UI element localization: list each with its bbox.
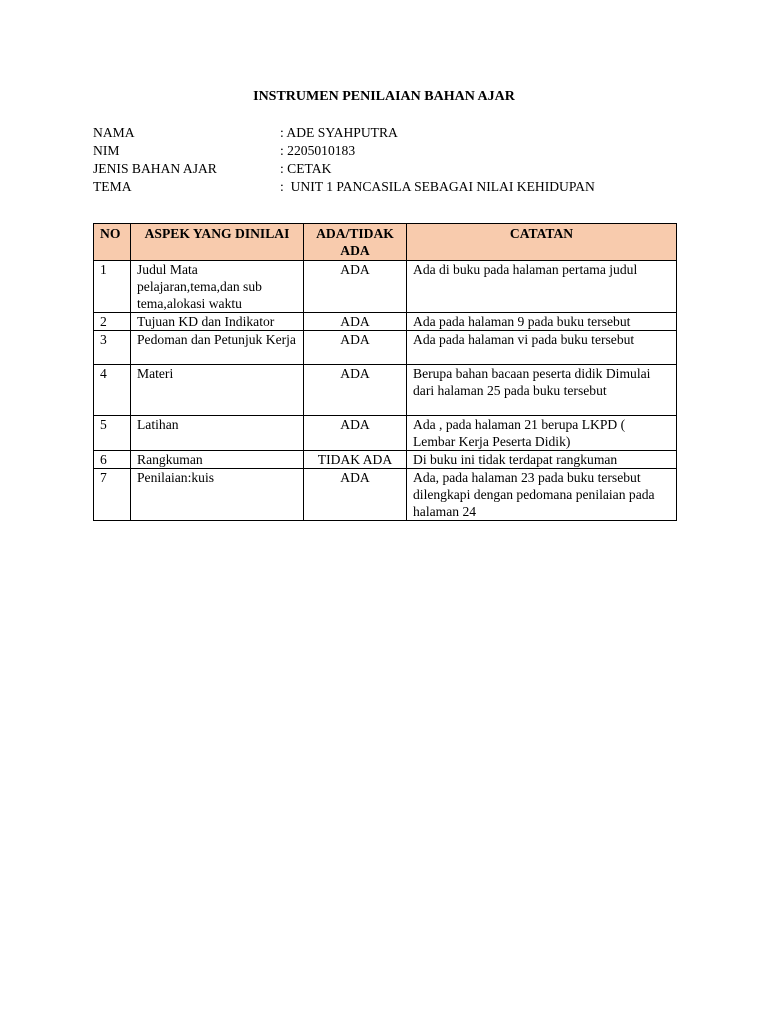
cell-no: 2 xyxy=(94,313,131,331)
cell-catatan: Ada pada halaman 9 pada buku tersebut xyxy=(407,313,677,331)
meta-label: JENIS BAHAN AJAR xyxy=(93,161,217,176)
cell-no: 7 xyxy=(94,469,131,521)
cell-no: 5 xyxy=(94,416,131,451)
cell-aspek: Tujuan KD dan Indikator xyxy=(131,313,304,331)
cell-ada: ADA xyxy=(304,331,407,365)
cell-ada: ADA xyxy=(304,313,407,331)
table-row xyxy=(94,469,677,521)
cell-aspek: Rangkuman xyxy=(131,451,304,469)
cell-aspek: Pedoman dan Petunjuk Kerja xyxy=(131,331,304,365)
cell-aspek: Judul Mata pelajaran,tema,dan sub tema,alokasi waktu xyxy=(131,261,304,313)
table-row xyxy=(94,261,677,313)
meta-value: : ADE SYAHPUTRA xyxy=(280,125,398,140)
document-title: INSTRUMEN PENILAIAN BAHAN AJAR xyxy=(253,89,515,104)
meta-value: : 2205010183 xyxy=(280,143,356,158)
meta-label: TEMA xyxy=(93,179,132,194)
meta-row-tema xyxy=(93,178,693,196)
cell-aspek: Materi xyxy=(131,365,304,416)
assessment-table xyxy=(93,223,677,521)
meta-value: : CETAK xyxy=(280,161,332,176)
table-row xyxy=(94,416,677,451)
table-row xyxy=(94,365,677,416)
cell-ada: ADA xyxy=(304,416,407,451)
cell-catatan: Di buku ini tidak terdapat rangkuman xyxy=(407,451,677,469)
table-header-row xyxy=(94,224,677,261)
table-row xyxy=(94,451,677,469)
meta-row-jenis xyxy=(93,160,693,178)
cell-ada: ADA xyxy=(304,261,407,313)
cell-no: 3 xyxy=(94,331,131,365)
cell-catatan: Ada, pada halaman 23 pada buku tersebut dilengkapi dengan pedomana penilaian pada halaman 24 xyxy=(407,469,677,521)
cell-aspek: Latihan xyxy=(131,416,304,451)
meta-value: : UNIT 1 PANCASILA SEBAGAI NILAI KEHIDUPAN xyxy=(280,179,595,194)
meta-label: NAMA xyxy=(93,125,135,140)
cell-ada: TIDAK ADA xyxy=(304,451,407,469)
header-catatan: CATATAN xyxy=(407,224,677,261)
meta-label: NIM xyxy=(93,143,120,158)
student-info xyxy=(93,124,693,196)
cell-no: 1 xyxy=(94,261,131,313)
cell-catatan: Ada pada halaman vi pada buku tersebut xyxy=(407,331,677,365)
table-row xyxy=(94,331,677,365)
cell-catatan: Berupa bahan bacaan peserta didik Dimulai dari halaman 25 pada buku tersebut xyxy=(407,365,677,416)
header-ada: ADA/TIDAK ADA xyxy=(304,224,407,261)
cell-ada: ADA xyxy=(304,365,407,416)
cell-catatan: Ada , pada halaman 21 berupa LKPD ( Lembar Kerja Peserta Didik) xyxy=(407,416,677,451)
header-no: NO xyxy=(94,224,131,261)
cell-catatan: Ada di buku pada halaman pertama judul xyxy=(407,261,677,313)
cell-no: 6 xyxy=(94,451,131,469)
table-row xyxy=(94,313,677,331)
meta-row-nama xyxy=(93,124,693,142)
cell-no: 4 xyxy=(94,365,131,416)
cell-aspek: Penilaian:kuis xyxy=(131,469,304,521)
meta-row-nim xyxy=(93,142,693,160)
header-aspek: ASPEK YANG DINILAI xyxy=(131,224,304,261)
cell-ada: ADA xyxy=(304,469,407,521)
